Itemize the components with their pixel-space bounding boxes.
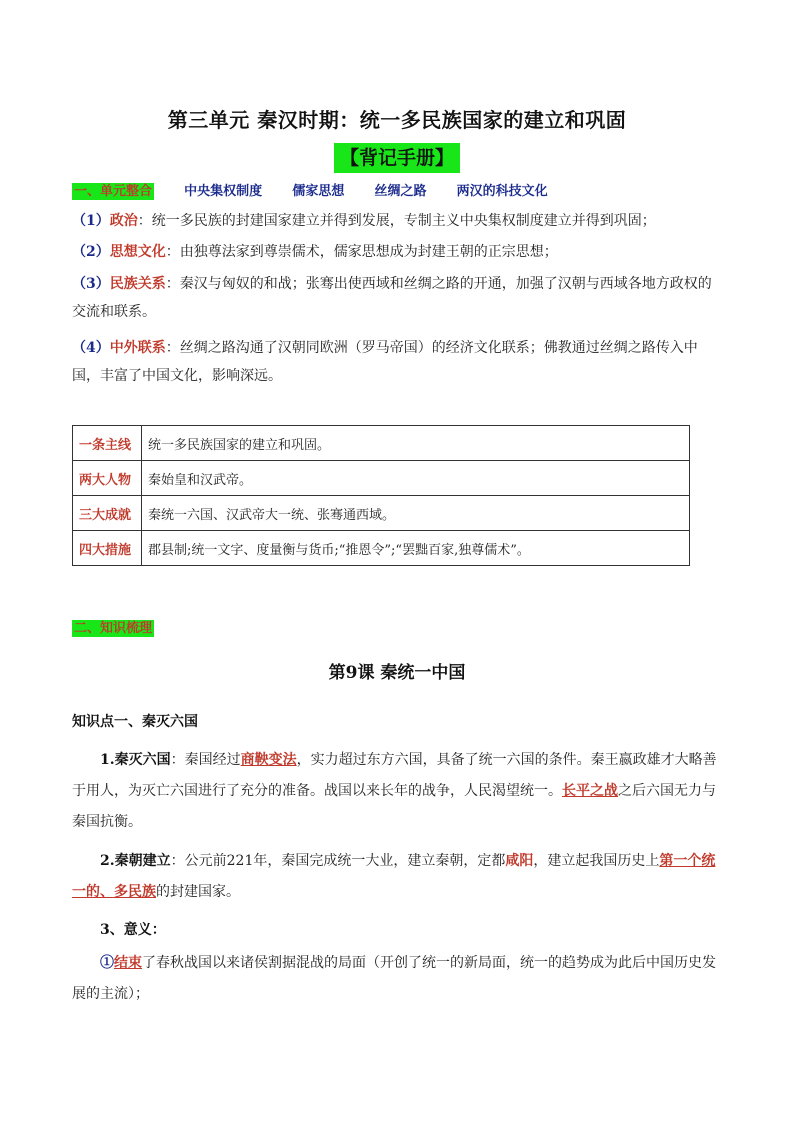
point-politics [72,207,724,235]
item-significance-1 [72,948,722,1010]
item-head: 2.秦朝建立 [100,853,171,869]
item-text: ，建立起我国历史上 [533,853,660,869]
keyword-silk-road: 丝绸之路 [374,184,427,199]
section1-row [72,180,548,199]
point-ethnic [72,270,724,326]
point-text: 丝绸之路沟通了汉朝同欧洲（罗马帝国）的经济文化联系；佛教通过丝绸之路传入中国，丰富了中国文化，影响深远。 [72,340,698,384]
point-culture [72,238,724,266]
point-label: 民族关系 [109,276,166,292]
keyword-changping-battle: 长平之战 [562,783,618,799]
item-number: ① [100,955,114,971]
point-text: 秦汉与匈奴的和战；张骞出使西域和丝绸之路的开通，加强了汉朝与西域各地方政权的交流和联系。 [72,276,712,320]
table-value: 郡县制;统一文字、度量衡与货币;“推恩令”;“罢黜百家,独尊儒术”。 [142,531,690,566]
banner-wrap [0,143,794,173]
item-text: ：秦国经过 [170,752,241,768]
section1-label: 一、单元整合 [74,184,153,199]
keyword-shang-yang-reform: 商鞅变法 [240,752,297,768]
keyword-ended: 结束 [114,955,142,971]
item-head: 3、意义： [100,922,166,938]
item-significance [72,915,722,946]
table-value: 统一多民族国家的建立和巩固。 [142,426,690,461]
keyword-first-unified: 第一个统一的、多民族 [72,853,716,900]
lesson-title: 第9课 秦统一中国 [328,663,466,683]
point-label: 政治 [109,213,138,229]
section2-label: 二、知识梳理 [74,621,153,636]
page-title: 第三单元 秦汉时期：统一多民族国家的建立和巩固 [167,108,627,132]
table-key: 三大成就 [73,496,142,531]
knowledge-point-title: 知识点一、秦灭六国 [72,714,198,730]
point-sep: ： [165,244,180,260]
table-value: 秦始皇和汉武帝。 [142,461,690,496]
point-sep: ： [165,340,180,356]
keyword-confucianism: 儒家思想 [292,184,345,199]
point-number: （3） [72,276,110,292]
point-number: （4） [72,340,110,356]
table-key: 一条主线 [73,426,142,461]
item-text: 的封建国家。 [156,884,240,900]
item-text: ，实力超过东方六国，具备了统一六国的条件。秦王嬴政雄才大略善于用人，为灭亡六国进行了充分的准备。战国以来长年的战争，人民渴望统一。 [72,752,717,799]
table-key: 两大人物 [73,461,142,496]
point-foreign [72,334,724,390]
table-row [73,461,690,496]
item-text: 了春秋战国以来诸侯割据混战的局面（开创了统一的新局面，统一的趋势成为此后中国历史发展的主流）； [72,955,716,1002]
item-text: 之后六国无力与秦国抗衡。 [72,783,716,830]
banner-label: 【背记手册】 [334,143,460,173]
section2-wrap [72,617,154,636]
keyword-centralization: 中央集权制度 [184,184,263,199]
point-number: （2） [72,244,110,260]
point-label: 思想文化 [109,244,166,260]
point-text: 由独尊法家到尊崇儒术，儒家思想成为封建王朝的正宗思想； [179,244,558,260]
table-row [73,531,690,566]
item-head: 1.秦灭六国 [100,752,171,768]
summary-table [72,425,690,566]
item-text: ：公元前221年，秦国完成统一大业，建立秦朝，定都 [170,853,506,869]
keyword-han-science: 两汉的科技文化 [456,184,548,199]
point-number: （1） [72,213,110,229]
point-sep: ： [165,276,180,292]
point-label: 中外联系 [109,340,166,356]
point-text: 统一多民族的封建国家建立并得到发展，专制主义中央集权制度建立并得到巩固； [151,213,656,229]
item-qin-conquest [72,745,722,838]
point-sep: ： [137,213,152,229]
item-qin-founding [72,846,722,908]
table-key: 四大措施 [73,531,142,566]
table-row [73,496,690,531]
table-value: 秦统一六国、汉武帝大一统、张骞通西域。 [142,496,690,531]
table-row [73,426,690,461]
keyword-xianyang: 咸阳 [505,853,534,869]
